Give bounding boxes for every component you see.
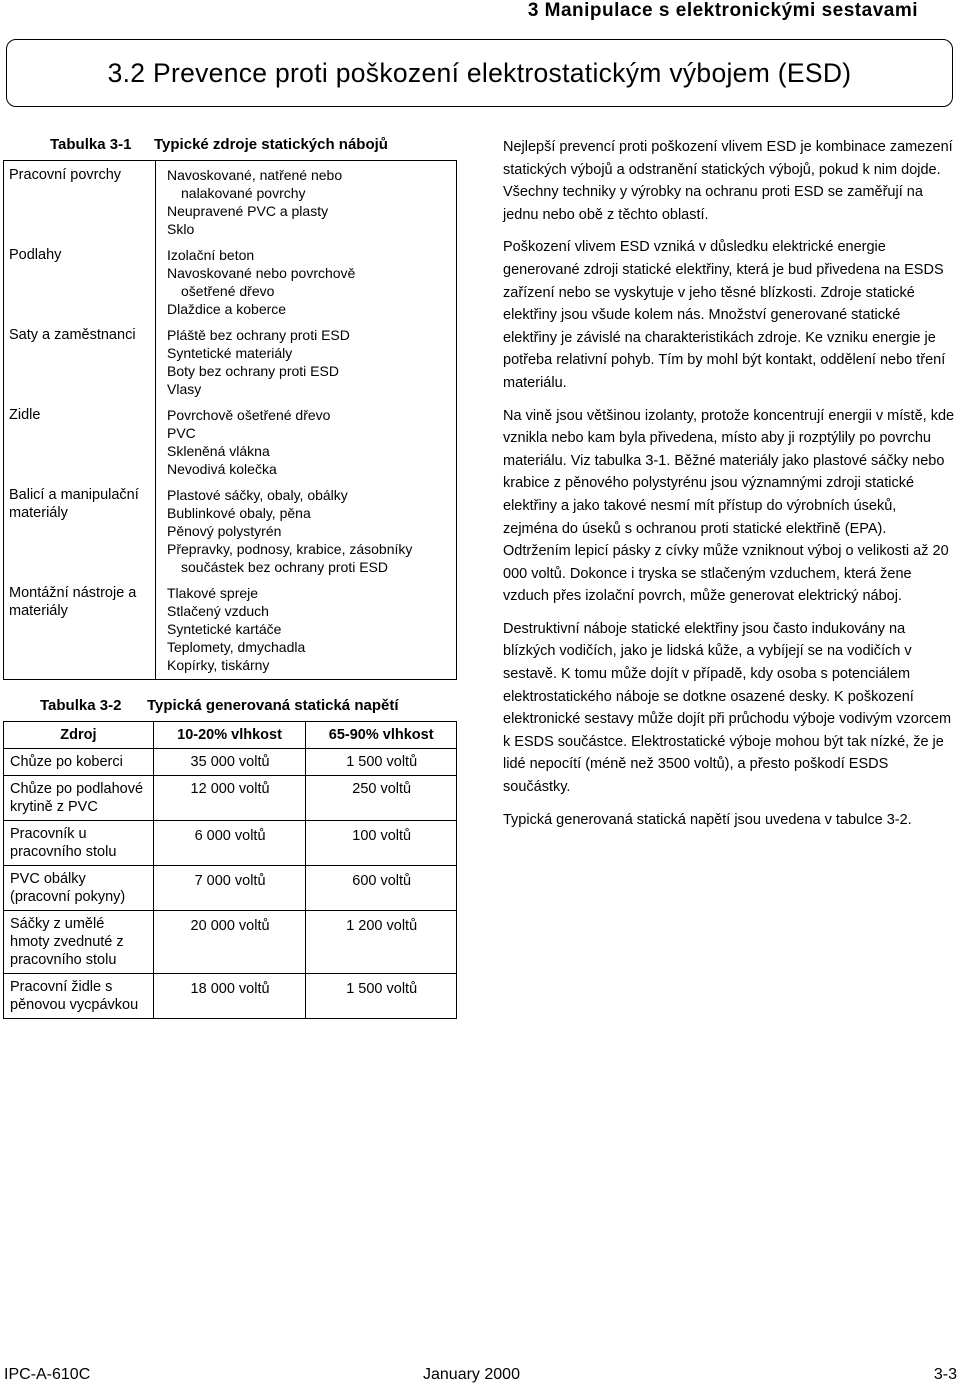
table1-items: Plastové sáčky, obaly, obálky Bublinkové obaly, pěna Pěnový polystyrén Přepravky, podnosy, krabice, zásobníky součástek bez ochrany proti ESD [167,487,413,575]
source-cell: Chůze po podlahové krytině z PVC [4,776,154,821]
section-title: 3.2 Prevence proti poškození elektrostatickým výbojem (ESD) [107,57,852,88]
table1-category: Podlahy [9,247,62,263]
voltage-high-cell: 1 500 voltů [306,974,457,1019]
table2-header: 10-20% vlhkost [153,722,306,749]
table-row [4,821,457,866]
section-title-box [6,39,953,107]
paragraph: Destruktivní náboje statické elektřiny jsou často indukovány na blízkých vodičích, jako je lidská kůže, a vybíjejí se na vodičích v sestavě. K tomu může dojít v případě, kdy osoba s potenciálem elektrostatického náboje se dotkne osazené desky. K poškození elektronické sestavy může dojít při průchodu výboje vodivým vzorcem k ESDS součástce. Elektrostatické výboje mohou být tak nízké, že je lidé nepocítí (méně než 3500 voltů), a přesto poškodí ESDS součástky. [503,620,952,796]
voltage-low-cell: 18 000 voltů [153,974,306,1019]
table-row [4,974,457,1019]
table1-category: Saty a zaměstnanci [9,327,136,343]
table2-number: Tabulka 3-2 [40,697,122,714]
table1-items: Tlakové spreje Stlačený vzduch Syntetické kartáče Teplomety, dmychadla Kopírky, tiskárny [167,585,306,673]
table1-items: Pláště bez ochrany proti ESD Syntetické materiály Boty bez ochrany proti ESD Vlasy [167,327,350,397]
voltage-high-cell: 250 voltů [306,776,457,821]
voltage-low-cell: 20 000 voltů [153,911,306,974]
paragraph: Nejlepší prevencí proti poškození vlivem ESD je kombinace zamezení statických výbojů a odstranění statických výbojů, pokud k nim dojde. Všechny techniky y výrobky na ochranu proti ESD se zaměřují na jednu nebo obě z těchto oblastí. [503,139,953,223]
voltage-low-cell: 12 000 voltů [153,776,306,821]
table1-category: Zidle [9,407,41,423]
table1-title: Typické zdroje statických nábojů [154,136,388,153]
footer-page-number: 3-3 [933,1366,957,1383]
table1-number: Tabulka 3-1 [50,136,132,153]
paragraph: Na vině jsou většinou izolanty, protože koncentrují energii v místě, kde vznikla nebo kam byla přivedena, místo aby ji rozptýlily po povrchu materiálu. Viz tabulka 3-1. Běžné materiály jako plastové sáčky nebo krabice z pěnového polystyrénu jsou významnými zdroji statické elektřiny a jako takové nesmí mít přístup do výrobních úseků, zejména do úseků s ochranou proti statické elektřině (EPA). Odtržením lepicí pásky z cívky může vzniknout výboj o velikosti až 20 000 voltů. Dokonce i tryska se stlačeným vzduchem, která žene vzduch přes izolační povrch, může generovat elektrický náboj. [503,407,955,605]
table-row [4,749,457,776]
table1-items: Navoskované, natřené nebo nalakované povrchy Neupravené PVC a plasty Sklo [167,167,343,237]
voltage-high-cell: 1 500 voltů [306,749,457,776]
table2-title: Typická generovaná statická napětí [147,697,399,714]
table2-header-row [4,722,457,749]
footer-doc-id: IPC-A-610C [4,1366,91,1383]
table1-category: Pracovní povrchy [9,167,122,183]
paragraph: Typická generovaná statická napětí jsou uvedena v tabulce 3-2. [503,811,912,828]
footer-date: January 2000 [423,1366,520,1383]
voltage-low-cell: 35 000 voltů [153,749,306,776]
table1-category: Balicí a manipulační materiály [9,487,139,521]
voltage-high-cell: 600 voltů [306,866,457,911]
voltage-high-cell: 100 voltů [306,821,457,866]
table-row [4,776,457,821]
source-cell: Chůze po koberci [4,749,154,776]
table-row [4,911,457,974]
chapter-header: 3 Manipulace s elektronickými sestavami [527,0,918,21]
voltage-high-cell: 1 200 voltů [306,911,457,974]
table-row [4,866,457,911]
table2-header: Zdroj [4,722,154,749]
source-cell: PVC obálky (pracovní pokyny) [4,866,154,911]
table1-items: Povrchově ošetřené dřevo PVC Skleněná vlákna Nevodivá kolečka [167,407,331,477]
source-cell: Pracovník u pracovního stolu [4,821,154,866]
table1-column-divider [155,160,156,680]
body-text [503,136,955,841]
voltage-low-cell: 6 000 voltů [153,821,306,866]
table2-header: 65-90% vlhkost [306,722,457,749]
table2 [3,721,457,1019]
paragraph: Poškození vlivem ESD vzniká v důsledku elektrické energie generované zdroji statické elektřiny, která je bud přivedena na ESDS zařízení nebo se vyskytuje v jeho těsné blízkosti. Zdroje statické elektřiny jsou všude kolem nás. Množství generované statické elektřiny je závislé na charakteristikách zdroje. Ke vzniku energie je potřeba relativní pohyb. Tím by mohl být kontakt, oddělení nebo tření materiálu. [503,239,946,391]
voltage-low-cell: 7 000 voltů [153,866,306,911]
table1-items: Izolační beton Navoskované nebo povrchově ošetřené dřevo Dlaždice a koberce [167,247,356,317]
table1-category: Montážní nástroje a materiály [9,585,137,619]
source-cell: Pracovní židle s pěnovou vycpávkou [4,974,154,1019]
source-cell: Sáčky z umělé hmoty zvednuté z pracovního stolu [4,911,154,974]
